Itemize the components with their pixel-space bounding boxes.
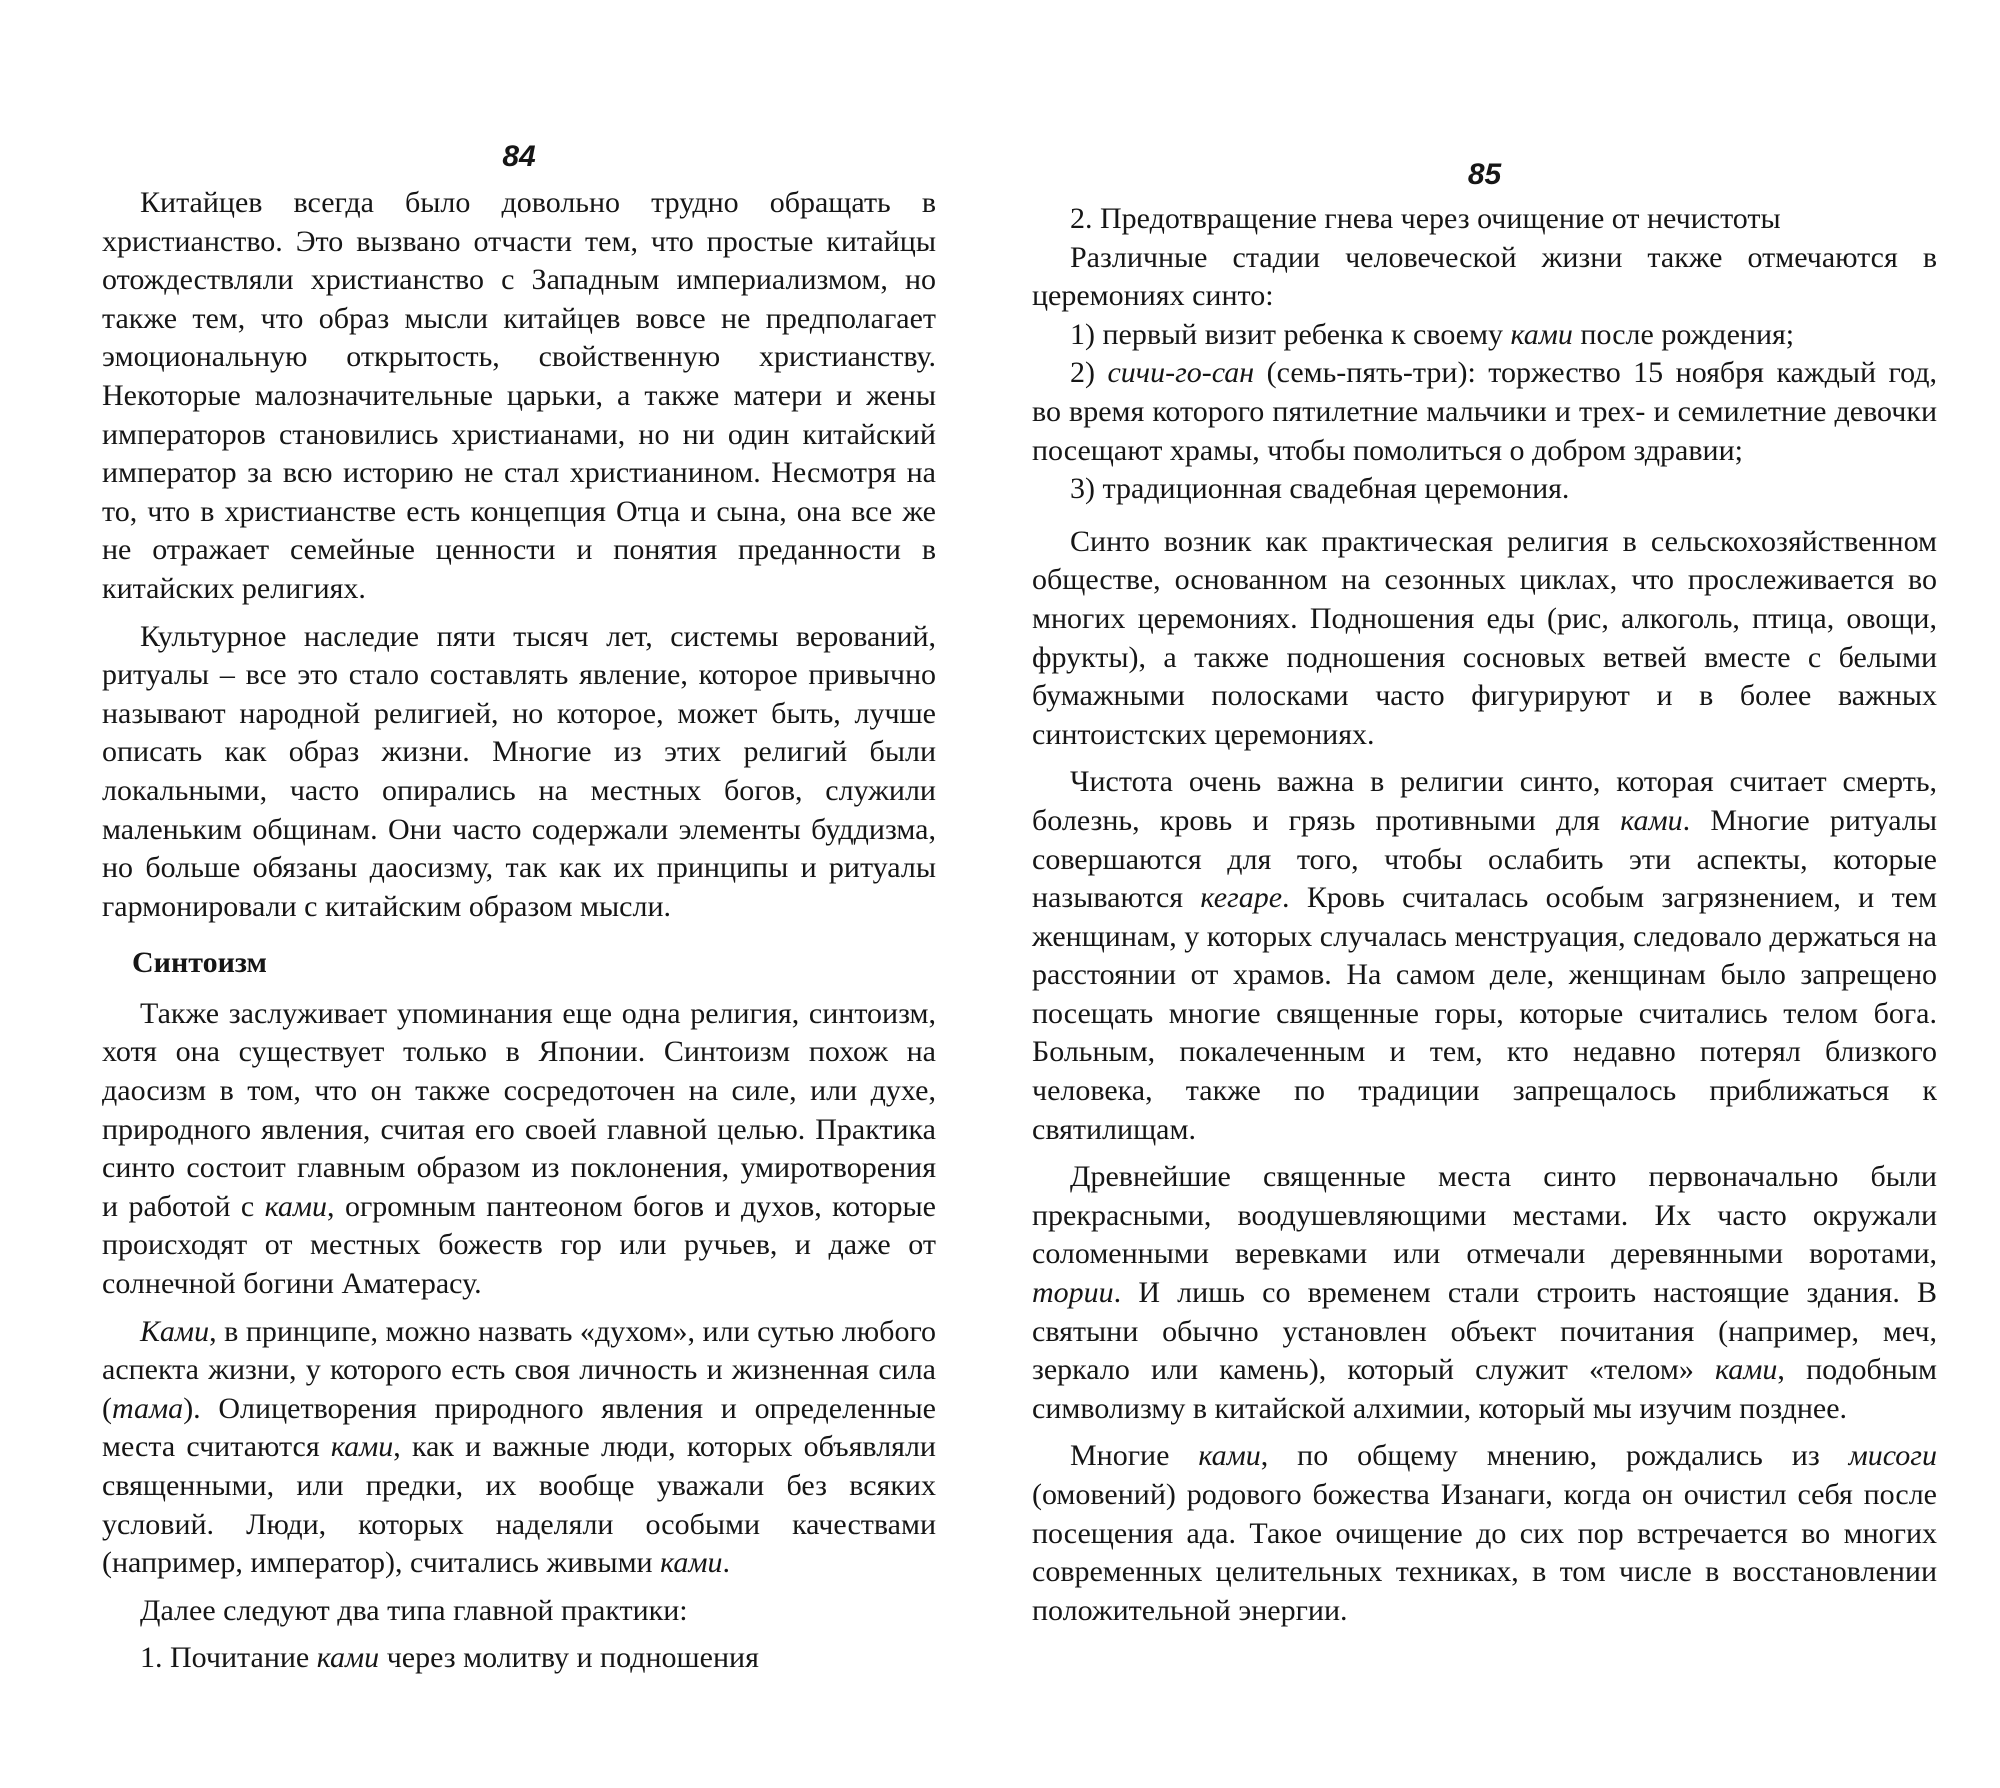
text-run: . Многие ритуалы совершаются для того, чтобы ослабить эти аспекты, которые называются bbox=[1032, 803, 1938, 915]
list-item-stage-2 bbox=[1032, 354, 1937, 470]
text-run: , как и важные люди, которых объявляли священными, или предки, их вообще уважали без всяких условий. Люди, которых наделяли особыми качествами (например, император), считались живыми bbox=[102, 1430, 936, 1580]
text-run: , огромным пантеоном богов и духов, которые происходят от местных божеств гор или ручьев, и даже от солнечной богини Аматерасу. bbox=[102, 1189, 937, 1301]
text-run: . bbox=[722, 1546, 731, 1580]
term-kami: ками bbox=[1510, 317, 1573, 351]
page-number-left: 84 bbox=[502, 140, 536, 173]
list-item-practice-2: 2. Предотвращение гнева через очищение от нечистоты bbox=[1070, 202, 1781, 235]
text-run: через молитву и подношения bbox=[379, 1641, 759, 1675]
term-misogi: мисоги bbox=[1848, 1439, 1937, 1473]
list-item-stage-1 bbox=[1032, 316, 1937, 355]
paragraph-agricultural-religion: Синто возник как практическая религия в сельскохозяйственном обществе, основанном на сезонных циклах, что прослеживается во многих церемониях. Подношения еды (рис, алкоголь, птица, овощи, фрукты), а также подношения сосновых ветвей вместе с белыми бумажными полосками часто фигурируют и в более важных синтоистских церемониях. bbox=[1032, 524, 1937, 751]
text-run: после рождения; bbox=[1572, 317, 1795, 351]
term-kami: ками bbox=[1198, 1439, 1261, 1473]
text-run: (омовений) родового божества Изанаги, когда он очистил себя после посещения ада. Такое очищение до сих пор встречается во многих современных целительных техниках, в том числе в восстановлении положительной энергии. bbox=[1032, 1478, 1937, 1627]
paragraph-life-stages: Различные стадии человеческой жизни также отмечаются в церемониях синто: bbox=[1032, 240, 1937, 313]
text-run: ). Олицетворения природного явления и определенные места считаются bbox=[102, 1391, 936, 1464]
list-item-stage-3: 3) традиционная свадебная церемония. bbox=[1070, 472, 1570, 506]
paragraph-shinto-intro bbox=[102, 995, 936, 1304]
page-right bbox=[1032, 140, 1937, 1639]
term-kami: ками bbox=[1620, 803, 1683, 837]
term-kami: ками bbox=[660, 1546, 723, 1580]
text-run: 1. Почитание bbox=[140, 1641, 317, 1675]
paragraph-folk-religion: Культурное наследие пяти тысяч лет, системы верований, ритуалы – все это стало составлять явление, которое привычно называют народной религией, но которое, может быть, лучше описать как образ жизни. Многие из этих религий были локальными, часто опирались на местных богов, служили маленьким общинам. Они часто содержали элементы буддизма, но больше обязаны даосизму, так как их принципы и ритуалы гармонировали с китайским образом мысли. bbox=[102, 619, 936, 923]
term-kami: ками bbox=[1714, 1353, 1778, 1387]
term-kami: ками bbox=[316, 1641, 380, 1675]
term-shichi-go-san: сичи-го-сан bbox=[1107, 356, 1255, 390]
text-run: Чистота очень важна в религии синто, которая считает смерть, болезнь, кровь и грязь противными для bbox=[1032, 765, 1937, 837]
text-run: , по общему мнению, рождались из bbox=[1260, 1439, 1849, 1473]
text-run: Также заслуживает упоминания еще одна религия, синтоизм, хотя она существует только в Японии. Синтоизм похож на даосизм в том, что он также сосредоточен на силе, или духе, природного явления, считая его своей главной целью. Практика синто состоит главным образом из поклонения, умиротворения и работой с bbox=[102, 996, 936, 1223]
page-number-right: 85 bbox=[1467, 158, 1502, 191]
paragraph-purity bbox=[1032, 763, 1937, 1149]
text-run: 1) первый визит ребенка к своему bbox=[1070, 317, 1511, 351]
text-run: . И лишь со временем стали строить настоящие здания. В святыни обычно установлен объект почитания (например, меч, зеркало или камень), который служит «телом» bbox=[1032, 1276, 1937, 1387]
page-left bbox=[102, 140, 936, 1687]
text-run: Многие bbox=[1070, 1439, 1199, 1473]
paragraph-christianity: Китайцев всегда было довольно трудно обращать в христианство. Это вызвано отчасти тем, что простые китайцы отождествляли христианство с Западным империализмом, но также тем, что образ мысли китайцев вовсе не предполагает эмоциональную открытость, свойственную христианству. Некоторые малозначительные царьки, а также матери и жены императоров становились христианами, но ни один китайский император за всю историю не стал христианином. Несмотря на то, что в христианстве есть концепция Отца и сына, она все же не отражает семейные ценности и понятия преданности в китайских религиях. bbox=[102, 186, 936, 605]
text-run: . Кровь считалась особым загрязнением, и тем женщинам, у которых случалась менструация, следовало держаться на расстоянии от храмов. На самом деле, женщинам было запрещено посещать многие священные горы, которые считались телом бога. Больным, покалеченным и тем, кто недавно потерял близкого человека, также по традиции запрещалось приближаться к святилищам. bbox=[1032, 881, 1937, 1146]
term-kami: ками bbox=[330, 1430, 394, 1464]
term-kegare: кегаре bbox=[1200, 881, 1283, 915]
term-tama: тама bbox=[112, 1391, 184, 1425]
list-item-practice-1 bbox=[102, 1639, 936, 1678]
text-run: Древнейшие священные места синто первоначально были прекрасными, воодушевляющими местами. Их часто окружали соломенными веревками или отмечали деревянными воротами, bbox=[1032, 1160, 1937, 1271]
paragraph-misogi bbox=[1032, 1437, 1937, 1630]
text-run: , в принципе, можно назвать «духом», или сутью любого аспекта жизни, у которого есть своя личность и жизненная сила ( bbox=[102, 1314, 936, 1425]
paragraph-sacred-places bbox=[1032, 1158, 1937, 1428]
paragraph-practice-types: Далее следуют два типа главной практики: bbox=[140, 1593, 688, 1627]
paragraph-kami-definition bbox=[102, 1313, 936, 1583]
text-run: , подобным символизму в китайской алхимии, который мы изучим позднее. bbox=[1032, 1353, 1937, 1425]
section-heading-shintoism: Синтоизм bbox=[132, 946, 267, 980]
text-run: 2) bbox=[1070, 356, 1108, 390]
text-run: (семь-пять-три): торжество 15 ноября каждый год, во время которого пятилетние мальчики и трех- и семилетние девочки посещают храмы, чтобы помолиться о добром здравии; bbox=[1032, 356, 1937, 467]
term-kami: Ками bbox=[140, 1314, 210, 1348]
term-torii: тории bbox=[1032, 1276, 1114, 1310]
term-kami: ками bbox=[264, 1189, 328, 1223]
